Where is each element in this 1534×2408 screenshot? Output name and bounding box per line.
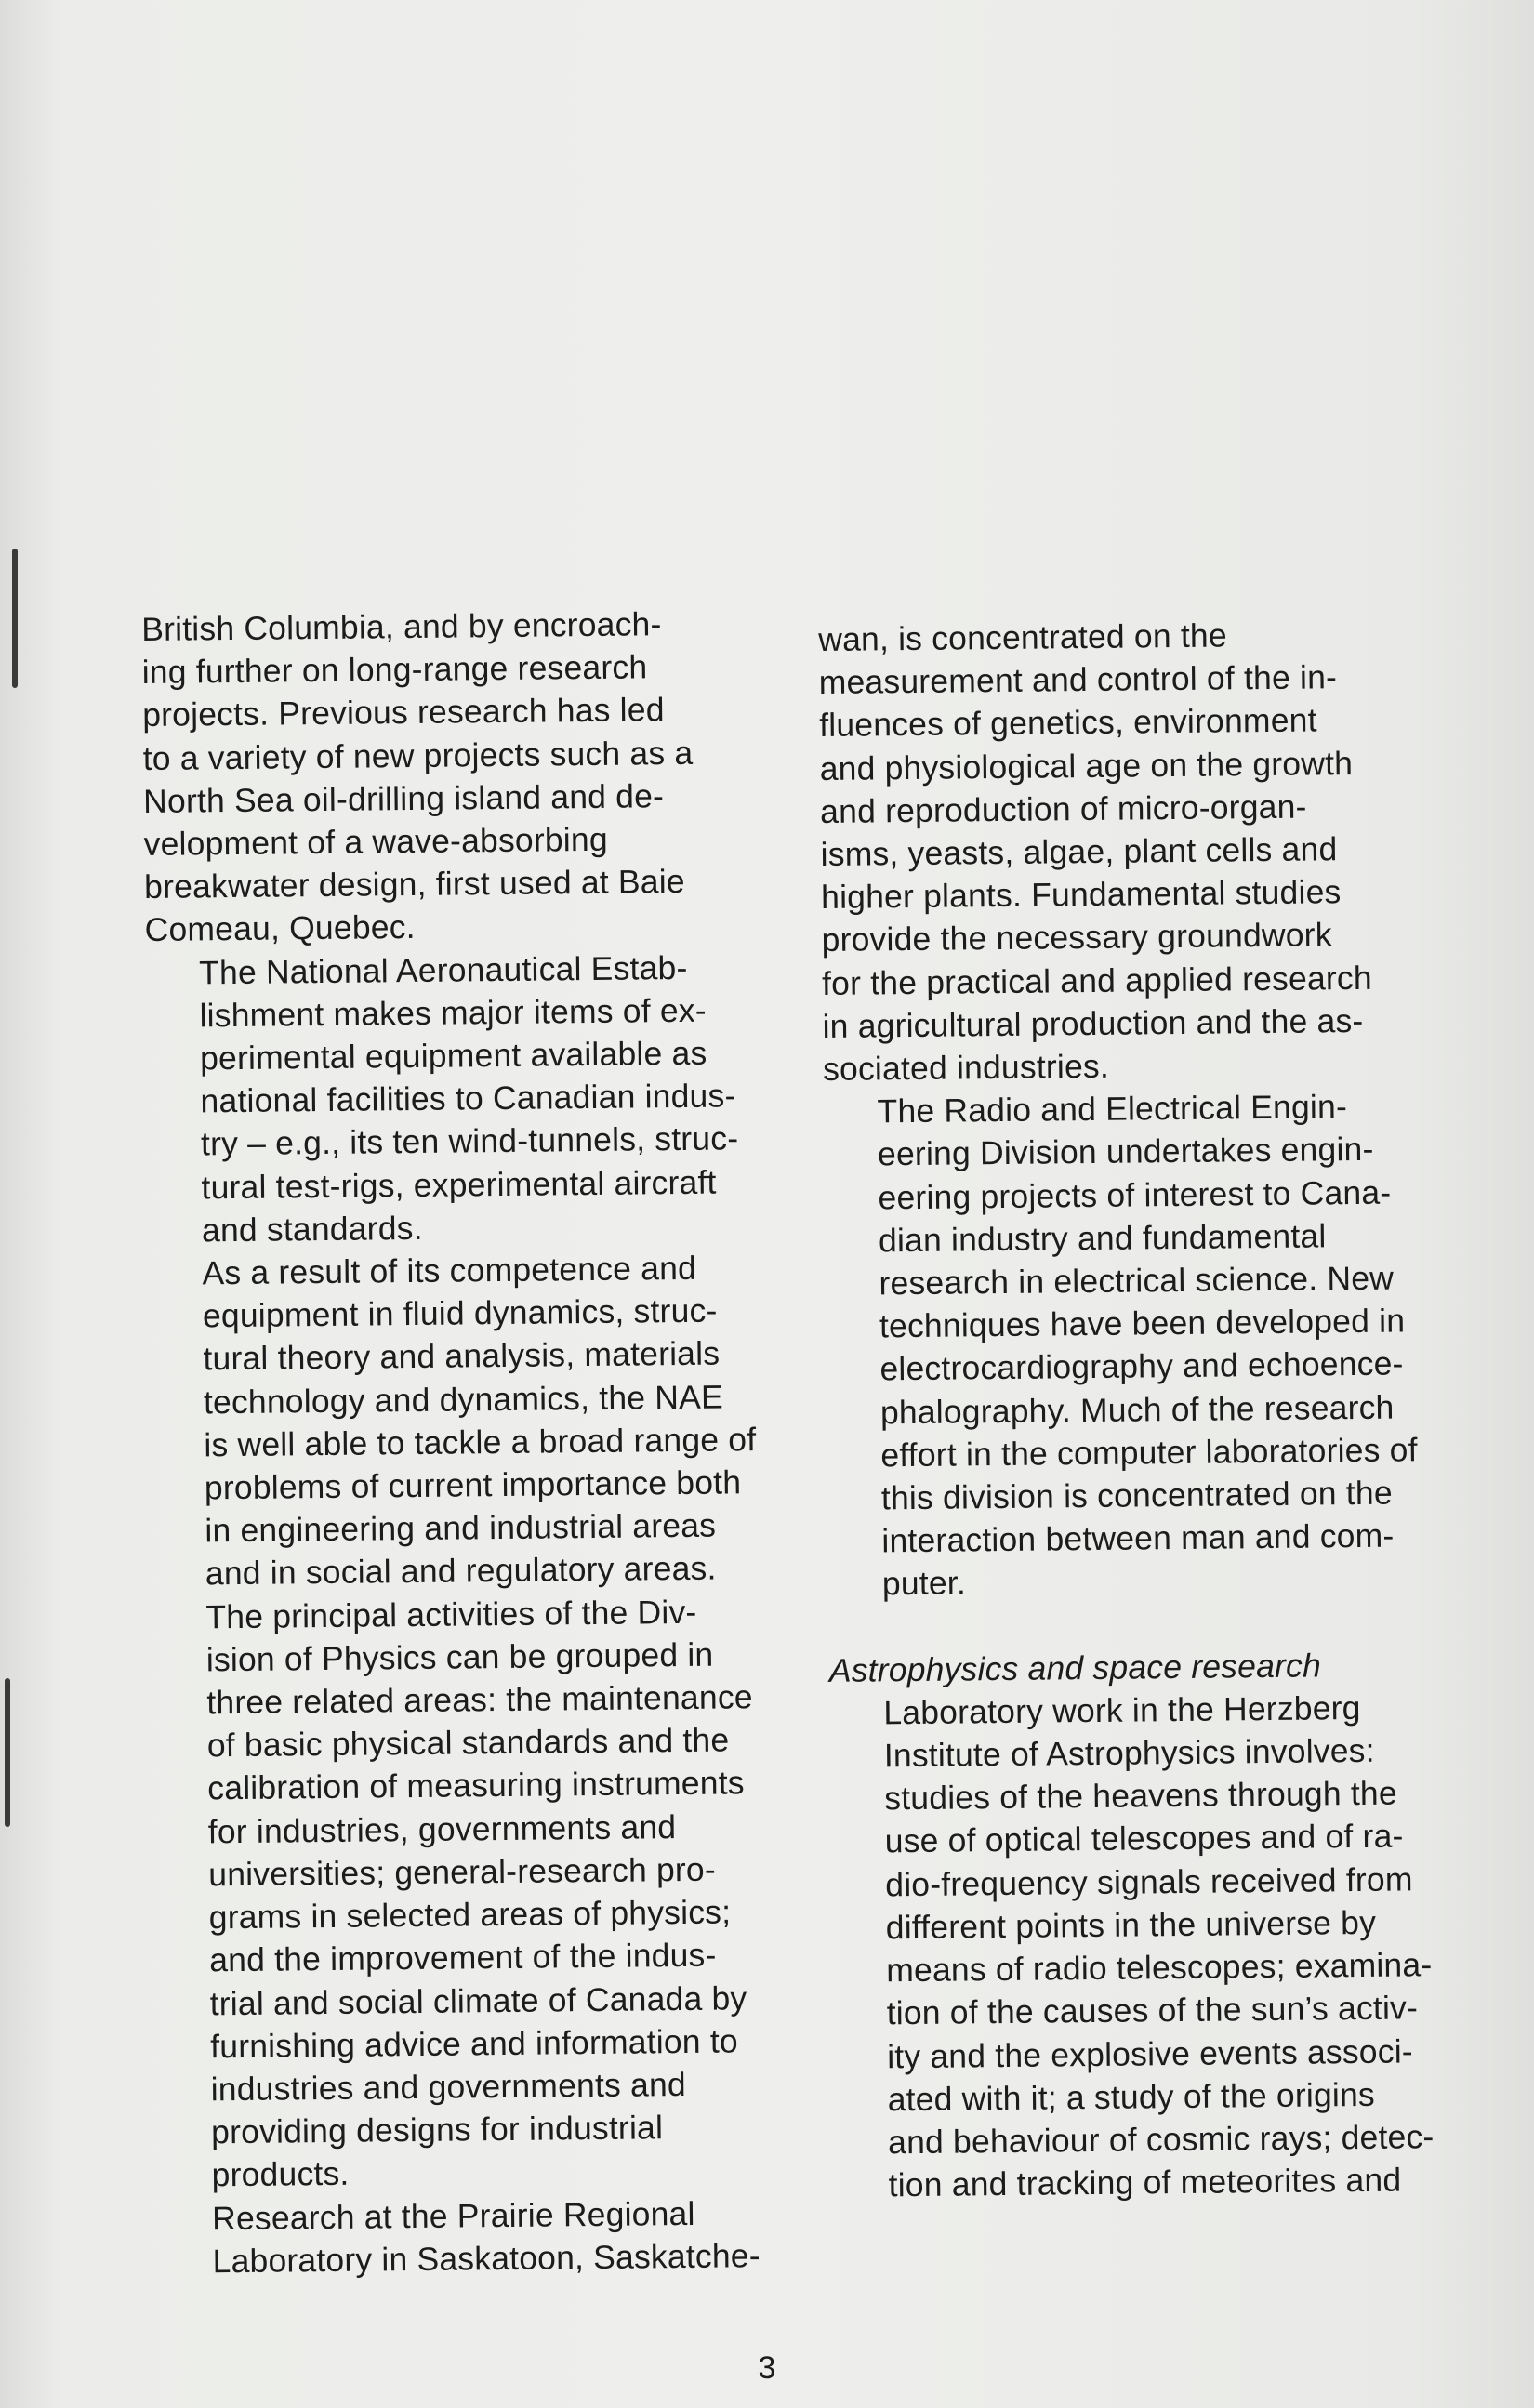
section-heading-astrophysics: Astrophysics and space research [828,1647,1322,1689]
text-line: in engineering and industrial areas [205,1506,717,1550]
text-line: and standards. [201,1209,423,1250]
text-line: Research at the Prairie Regional [211,2194,695,2237]
text-line: eering projects of interest to Cana- [878,1173,1392,1216]
text-line: problems of current importance both [204,1463,742,1507]
text-line: to a variety of new projects such as a [142,734,694,777]
text-line: universities; general-research pro- [208,1850,717,1894]
text-line: dian industry and fundamental [878,1217,1327,1260]
text-line: lishment makes major items of ex- [199,991,707,1035]
text-line: wan, is concentrated on the [818,616,1228,658]
text-line: and reproduction of micro-organ- [819,787,1307,830]
text-line: dio-frequency signals received from [885,1860,1413,1904]
paragraph-nae-facilities [145,945,799,1252]
text-line: furnishing advice and information to [209,2022,739,2066]
text-line: provide the necessary groundwork [821,916,1332,959]
paragraph-prairie-lab [158,2190,810,2283]
text-line: tion and tracking of meteorites and [888,2161,1402,2204]
paragraph-breakwater [141,602,796,952]
page-number: 3 [758,2350,776,2386]
text-line: grams in selected areas of physics; [208,1893,732,1937]
text-line: Laboratory in Saskatoon, Saskatche- [212,2236,760,2281]
text-line: tion of the causes of the sun’s activ- [886,1989,1419,2032]
text-line: ated with it; a study of the origins [887,2075,1376,2119]
text-line: breakwater design, first used at Baie [143,863,685,906]
text-line: measurement and control of the in- [818,658,1338,702]
paragraph-physics-division [152,1589,809,2197]
text-line: is well able to tackle a broad range of [204,1420,757,1464]
text-line: puter. [881,1564,967,1603]
text-line: effort in the computer laboratories of [880,1431,1418,1475]
text-line: tural test-rigs, experimental aircraft [201,1163,717,1206]
text-line: ity and the explosive events associ- [886,2031,1414,2075]
text-line: use of optical telescopes and of ra- [884,1817,1404,1860]
text-line: British Columbia, and by encroach- [141,605,662,648]
text-line: North Sea oil-drilling island and de- [142,776,665,820]
text-line: products. [211,2155,350,2194]
paragraph-radio-electrical [823,1084,1479,1607]
text-line: technology and dynamics, the NAE [203,1378,724,1422]
text-line: velopment of a wave-absorbing [143,820,608,864]
text-line: eering Division undertakes engin- [877,1131,1374,1173]
paragraph-prairie-lab-continued [818,612,1474,1092]
text-line: and physiological age on the growth [819,744,1354,787]
text-line: The Radio and Electrical Engin- [877,1088,1348,1131]
text-line: different points in the universe by [885,1903,1377,1947]
text-line: higher plants. Fundamental studies [820,873,1342,917]
text-line: Comeau, Quebec. [144,908,416,949]
text-line: fluences of genetics, environment [818,701,1317,745]
text-line: ing further on long-range research [141,648,648,692]
text-line: phalography. Much of the research [879,1388,1395,1432]
text-line: means of radio telescopes; examina- [886,1946,1433,1990]
text-line: The principal activities of the Div- [205,1593,697,1636]
text-line: trial and social climate of Canada by [209,1978,747,2022]
text-line: equipment in fluid dynamics, struc- [202,1291,718,1335]
text-line: national facilities to Canadian indus- [200,1077,736,1120]
text-line: and behaviour of cosmic rays; detec- [887,2118,1435,2162]
text-line: sociated industries. [822,1047,1110,1089]
text-line: As a result of its competence and [202,1249,697,1292]
staple-bottom [5,1678,10,1827]
paragraph-herzberg-institute [829,1685,1486,2207]
text-line: providing designs for industrial [210,2109,664,2151]
text-line: industries and governments and [210,2065,687,2109]
text-line: this division is concentrated on the [880,1474,1393,1517]
text-line: Laboratory work in the Herzberg [883,1688,1361,1732]
text-line: ision of Physics can be grouped in [205,1635,714,1679]
text-line: three related areas: the maintenance [206,1678,753,1722]
text-line: for industries, governments and [207,1807,677,1851]
text-line: The National Aeronautical Estab- [198,948,688,991]
text-line: electrocardiography and echoence- [879,1344,1404,1388]
text-line: calibration of measuring instruments [207,1764,745,1807]
text-line: research in electrical science. New [879,1259,1395,1303]
text-line: tural theory and analysis, materials [203,1334,721,1378]
text-line: studies of the heavens through the [884,1774,1398,1818]
text-line: try – e.g., its ten wind-tunnels, struc- [200,1119,739,1163]
right-column [818,612,1486,2208]
left-column [141,602,810,2283]
text-line: for the practical and applied research [821,959,1373,1002]
paragraph-nae-competence [148,1246,802,1596]
text-line: and in social and regulatory areas. [205,1550,717,1593]
text-line: techniques have been developed in [879,1302,1406,1345]
text-line: of basic physical standards and the [206,1721,730,1765]
text-line: Institute of Astrophysics involves: [883,1731,1375,1775]
text-line: projects. Previous research has led [141,691,665,734]
text-line: perimental equipment available as [199,1034,707,1078]
text-line: interaction between man and com- [881,1516,1395,1560]
staple-top [12,549,18,688]
text-line: and the improvement of the indus- [209,1936,717,1979]
text-line: isms, yeasts, algae, plant cells and [820,830,1338,874]
text-line: in agricultural production and the as- [822,1001,1364,1045]
